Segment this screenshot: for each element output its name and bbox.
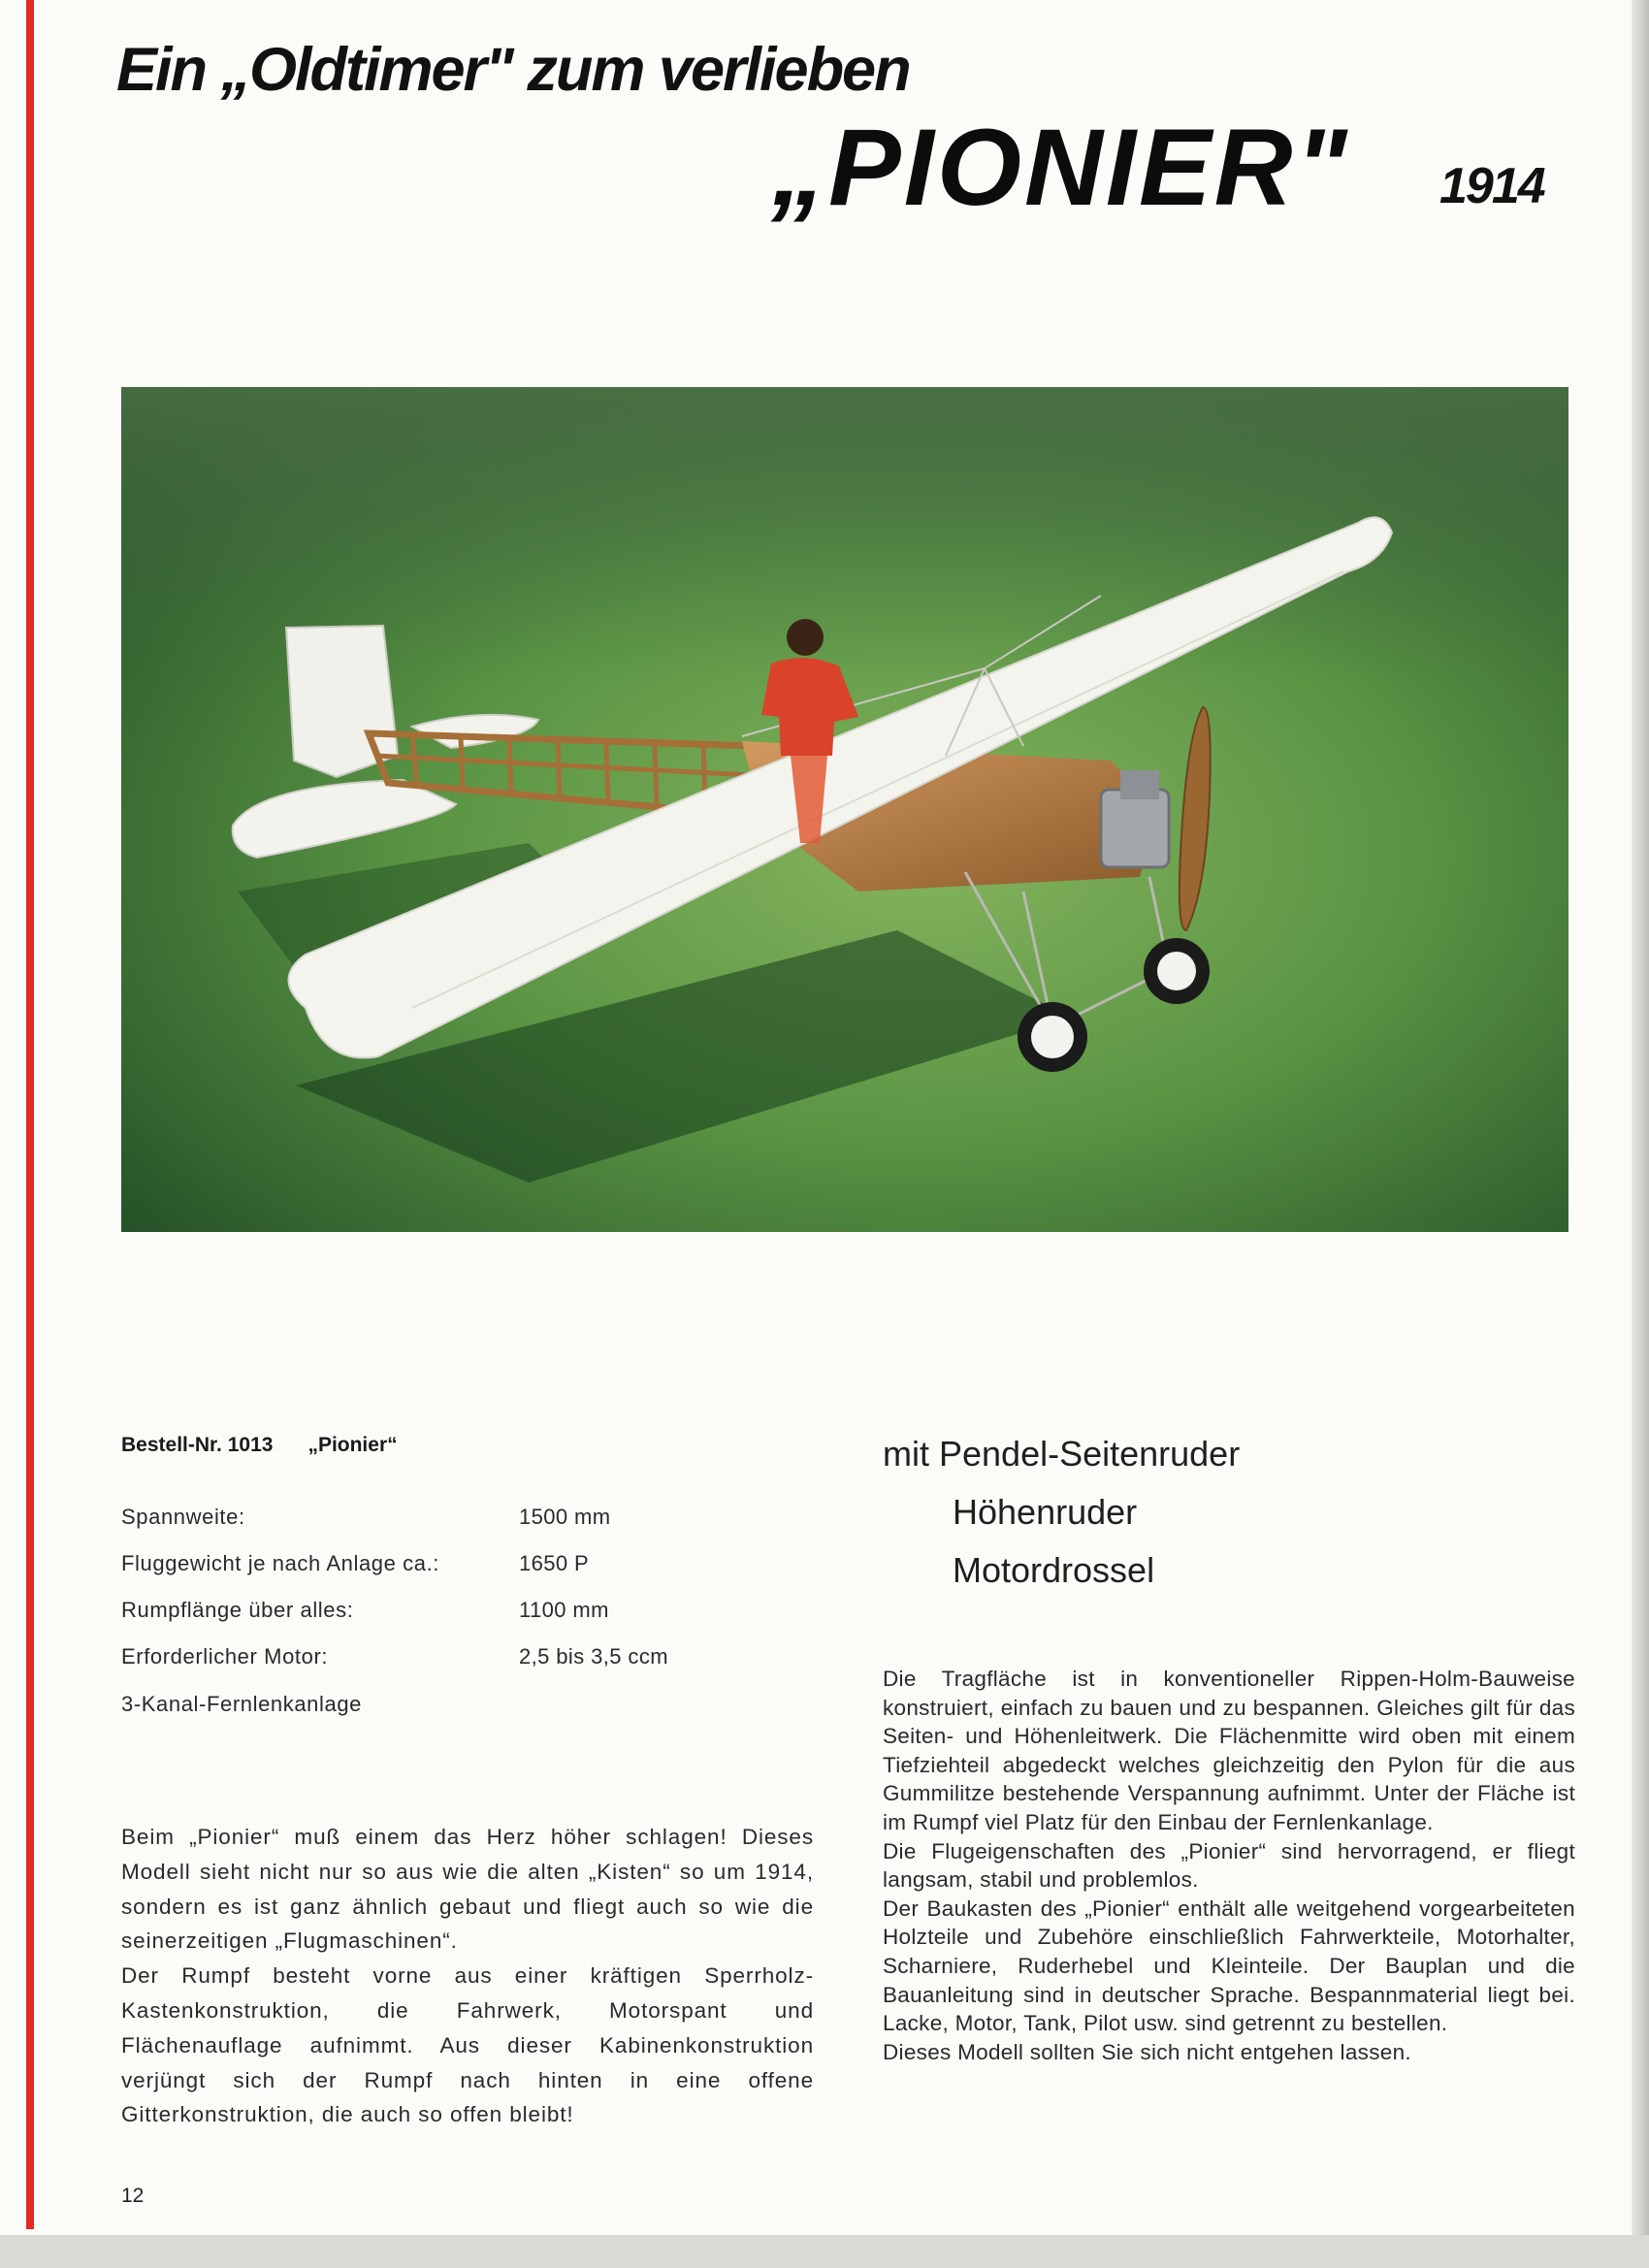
order-name: „Pionier“ [307, 1434, 398, 1456]
body-paragraph: Dieses Modell sollten Sie sich nicht entgehen lassen. [883, 2039, 1411, 2064]
body-paragraph: Die Flugeigenschaften des „Pionier“ sind hervorragend, er fliegt langsam, stabil und problemlos. [883, 1838, 1575, 1893]
airplane-photo [121, 387, 1568, 1232]
feature-line: mit Pendel-Seitenruder [883, 1434, 1241, 1474]
body-paragraph: Beim „Pionier“ muß einem das Herz höher schlagen! Dieses Modell sieht nicht nur so aus wie die alten „Kisten“ so um 1914, sondern es ist ganz ähnlich gebaut und fliegt auch so wie die seinerzeitigen „Flugmaschinen“. [121, 1825, 814, 1954]
page-number: 12 [121, 2185, 145, 2207]
spec-label: 3-Kanal-Fernlenkanlage [121, 1692, 363, 1716]
page-title: „PIONIER" [771, 107, 1350, 228]
body-left-column [121, 1820, 814, 2132]
body-paragraph: Der Rumpf besteht vorne aus einer kräftigen Sperrholz-Kastenkonstruktion, die Fahrwerk, Motorspant und Flächenauflage aufnimmt. Aus dieser Kabinenkonstruktion verjüngt sich der Rumpf nach hinten in eine offene Gitterkonstruktion, die auch so offen bleibt! [121, 1963, 814, 2127]
order-number [121, 1434, 433, 1457]
body-paragraph: Die Tragfläche ist in konventioneller Rippen-Holm-Bauweise konstruiert, einfach zu bauen und zu bespannen. Gleiches gilt für das Seiten- und Höhenleitwerk. Die Flächenmitte wird oben mit einem Tiefziehteil abgedeckt welches gleichzeitig den Pylon für die aus Gummilitze bestehende Verspannung aufnimmt. Unter der Fläche ist im Rumpf viel Platz für den Einbau der Fernlenkanlage. [883, 1667, 1575, 1834]
page-subtitle: Ein „Oldtimer" zum verlieben [116, 36, 910, 104]
page-edge-shadow [1632, 0, 1649, 2268]
spec-label: Erforderlicher Motor: [121, 1644, 329, 1669]
spec-value: 1500 mm [519, 1505, 611, 1529]
order-number-text: Bestell-Nr. 1013 [121, 1434, 274, 1456]
feature-line: Motordrossel [953, 1550, 1155, 1590]
title-year: 1914 [1439, 158, 1544, 214]
feature-line: Höhenruder [953, 1492, 1138, 1532]
spec-value: 1100 mm [519, 1598, 609, 1622]
spec-value: 1650 P [519, 1551, 590, 1575]
spec-label: Spannweite: [121, 1505, 245, 1529]
body-paragraph: Der Baukasten des „Pionier“ enthält alle weitgehend vorgearbeiteten Holzteile und Zubehöre einschließlich Fahrwerkteile, Motorhalter, Scharniere, Ruderhebel und Kleinteile. Der Bauplan und die Bauanleitung sind in deutscher Sprache. Bespannmaterial liegt bei. Lacke, Motor, Tank, Pilot usw. sind getrennt zu bestellen. [883, 1895, 1575, 2036]
spec-label: Fluggewicht je nach Anlage ca.: [121, 1551, 440, 1575]
red-margin-line [26, 0, 34, 2229]
body-right-column [883, 1665, 1575, 2066]
spec-value: 2,5 bis 3,5 ccm [519, 1644, 668, 1669]
page-bottom-edge [0, 2235, 1649, 2268]
spec-label: Rumpflänge über alles: [121, 1598, 354, 1622]
